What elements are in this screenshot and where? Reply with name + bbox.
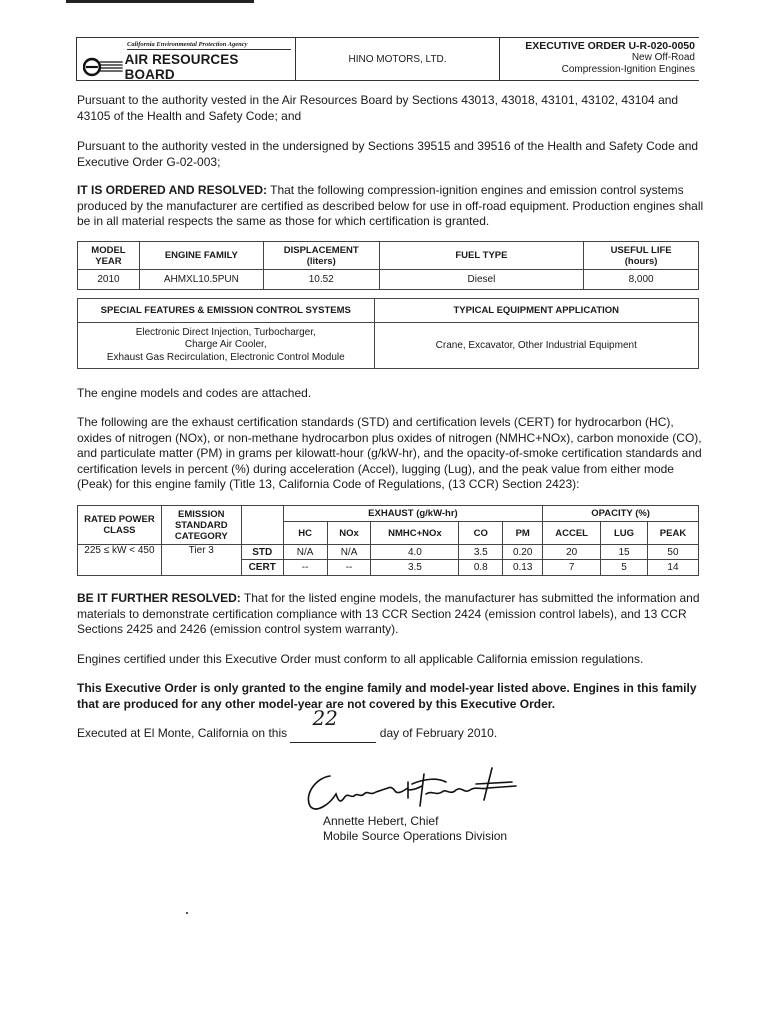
cell-cert-nox: -- bbox=[327, 560, 371, 576]
header-nox: NOx bbox=[327, 522, 371, 545]
board-name: AIR RESOURCES BOARD bbox=[124, 52, 239, 82]
header-opacity: OPACITY (%) bbox=[543, 506, 699, 522]
header-accel: ACCEL bbox=[543, 522, 601, 545]
authority-paragraph-1: Pursuant to the authority vested in the Air Resources Board by Sections 43013, 43018, 43101, 43102, 43104 and 43105 of the Health and Safety Code; and bbox=[77, 93, 679, 123]
ordered-paragraph bbox=[77, 183, 707, 230]
signature-image bbox=[296, 760, 556, 820]
header-equipment-application: TYPICAL EQUIPMENT APPLICATION bbox=[374, 299, 698, 323]
cell-cert-peak: 14 bbox=[647, 560, 698, 576]
cell-cert-lug: 5 bbox=[601, 560, 648, 576]
header-peak: PEAK bbox=[647, 522, 698, 545]
feature-line: Exhaust Gas Recirculation, Electronic Control Module bbox=[106, 351, 345, 363]
cell-useful-life: 8,000 bbox=[584, 270, 699, 290]
handwritten-day: 22 bbox=[312, 706, 338, 730]
cell-rated-power: 225 ≤ kW < 450 bbox=[78, 545, 162, 576]
cell-std-co: 3.5 bbox=[459, 545, 503, 560]
cell-application: Crane, Excavator, Other Industrial Equipment bbox=[374, 323, 698, 369]
header-emission-category: EMISSION STANDARD CATEGORY bbox=[161, 506, 241, 545]
day-blank bbox=[290, 706, 376, 743]
header-displacement: DISPLACEMENT (liters) bbox=[263, 242, 379, 270]
executed-line bbox=[77, 706, 707, 743]
header-co: CO bbox=[459, 522, 503, 545]
standards-paragraph: The following are the exhaust certification standards (STD) and certification levels (CERT) for hydrocarbon (HC), oxides of nitrogen (NOx), or non-methane hydrocarbon plus oxides of nitrogen (NMHC+NOx), carbon monoxide (CO), and particulate matter (PM) in grams per kilowatt-hour (g/kW-hr), and the opacity-of-smoke certification standards and certification levels in percent (%) during acceleration (Accel), lugging (Lug), and the peak value from either mode (Peak) for this engine family (Title 13, California Code of Regulations, (13 CCR) Section 2423): bbox=[77, 415, 702, 491]
cell-category: Tier 3 bbox=[161, 545, 241, 576]
signatory-division: Mobile Source Operations Division bbox=[323, 829, 508, 843]
header-lug: LUG bbox=[601, 522, 648, 545]
document-header bbox=[76, 37, 699, 81]
header-useful-life: USEFUL LIFE (hours) bbox=[584, 242, 699, 270]
cell-std-nmhc-nox: 4.0 bbox=[371, 545, 459, 560]
cell-features bbox=[78, 323, 375, 369]
cell-engine-family: AHMXL10.5PUN bbox=[139, 270, 263, 290]
cell-std-pm: 0.20 bbox=[503, 545, 543, 560]
header-exhaust: EXHAUST (g/kW-hr) bbox=[283, 506, 543, 522]
cell-std-accel: 20 bbox=[543, 545, 601, 560]
further-resolved-lead: BE IT FURTHER RESOLVED: bbox=[77, 591, 241, 605]
header-rated-power: RATED POWER CLASS bbox=[78, 506, 162, 545]
cell-fuel-type: Diesel bbox=[379, 270, 584, 290]
cell-cert-pm: 0.13 bbox=[503, 560, 543, 576]
features-table bbox=[77, 298, 699, 369]
agency-name: California Environmental Protection Agency bbox=[127, 41, 291, 50]
header-blank bbox=[241, 506, 283, 545]
emissions-table bbox=[77, 505, 699, 576]
authority-paragraph-2: Pursuant to the authority vested in the undersigned by Sections 39515 and 39516 of the Health and Safety Code and Executive Order G-02-003; bbox=[77, 139, 699, 169]
header-special-features: SPECIAL FEATURES & EMISSION CONTROL SYSTEMS bbox=[78, 299, 375, 323]
header-pm: PM bbox=[503, 522, 543, 545]
arb-emblem-icon bbox=[83, 56, 123, 78]
signatory-block bbox=[323, 814, 507, 844]
top-rule bbox=[66, 0, 254, 3]
cell-std-peak: 50 bbox=[647, 545, 698, 560]
cell-cert-nmhc-nox: 3.5 bbox=[371, 560, 459, 576]
cell-cert-hc: -- bbox=[283, 560, 327, 576]
header-nmhc-nox: NMHC+NOx bbox=[371, 522, 459, 545]
limitation-paragraph: This Executive Order is only granted to the engine family and model-year listed above. Engines in this family that are produced for any other model-year are not covered by this Executive Order. bbox=[77, 681, 697, 711]
cell-std-lug: 15 bbox=[601, 545, 648, 560]
cell-cert-accel: 7 bbox=[543, 560, 601, 576]
ordered-lead: IT IS ORDERED AND RESOLVED: bbox=[77, 183, 268, 197]
executed-prefix: Executed at El Monte, California on this bbox=[77, 726, 291, 740]
order-number: EXECUTIVE ORDER U-R-020-0050 bbox=[525, 40, 695, 52]
company-name: HINO MOTORS, LTD. bbox=[296, 38, 500, 80]
further-resolved-text: That for the listed engine models, the manufacturer has submitted the information and materials to demonstrate certification compliance with 13 CCR Section 2424 (emission control labels), and 13 CCR Sections 2425 and 2426 (emission control system warranty). bbox=[77, 591, 700, 636]
header-fuel-type: FUEL TYPE bbox=[379, 242, 584, 270]
cell-std-label: STD bbox=[241, 545, 283, 560]
order-type-line1: New Off-Road bbox=[631, 52, 695, 63]
header-hc: HC bbox=[283, 522, 327, 545]
cell-std-hc: N/A bbox=[283, 545, 327, 560]
conformance-paragraph: Engines certified under this Executive Order must conform to all applicable California emission regulations. bbox=[77, 652, 644, 666]
feature-line: Electronic Direct Injection, Turbocharger, bbox=[135, 326, 316, 338]
engine-family-table bbox=[77, 241, 699, 290]
engine-models-note: The engine models and codes are attached. bbox=[77, 386, 312, 400]
header-model-year: MODEL YEAR bbox=[78, 242, 140, 270]
stray-mark bbox=[186, 912, 188, 914]
cell-model-year: 2010 bbox=[78, 270, 140, 290]
order-info bbox=[500, 38, 699, 80]
ordered-text: That the following compression-ignition engines and emission control systems produced by the manufacturer are certified as described below for use in off-road equipment. Production engines shall be in all material respects the same as those for which certification is granted. bbox=[77, 183, 704, 228]
signatory-name: Annette Hebert, Chief bbox=[323, 814, 439, 828]
order-type-line2: Compression-Ignition Engines bbox=[561, 64, 695, 75]
cell-cert-label: CERT bbox=[241, 560, 283, 576]
cell-cert-co: 0.8 bbox=[459, 560, 503, 576]
executed-suffix: day of February 2010. bbox=[376, 726, 498, 740]
header-engine-family: ENGINE FAMILY bbox=[139, 242, 263, 270]
feature-line: Charge Air Cooler, bbox=[184, 339, 267, 351]
arb-logo-block bbox=[76, 38, 296, 80]
further-resolved-paragraph bbox=[77, 591, 707, 638]
cell-displacement: 10.52 bbox=[263, 270, 379, 290]
cell-std-nox: N/A bbox=[327, 545, 371, 560]
